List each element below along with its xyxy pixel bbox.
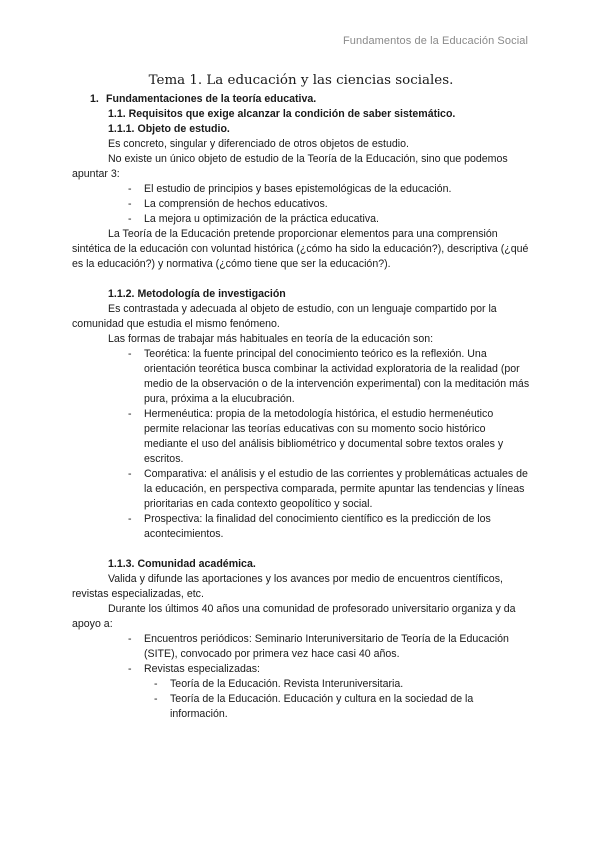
list-item: - El estudio de principios y bases epistemológicas de la educación.: [128, 183, 452, 195]
list-item: - Teorética: la fuente principal del conocimiento teórico es la reflexión. Una orientación teorética busca combinar la actividad exploratoria de la realidad (por medio de la observación o de la intervención experimental) con la meditación más pura, próxima a la elucubración.: [128, 348, 530, 405]
dash-list: [72, 182, 530, 227]
heading-comunidad-academica: 1.1.3. Comunidad académica.: [108, 558, 256, 570]
list-item: - Hermenéutica: propia de la metodología histórica, el estudio hermenéutico permite relacionar las teorías educativas con su momento socio histórico mediante el uso del análisis bibliométrico y documental sobre textos orales y escritos.: [128, 408, 504, 465]
page-header: Fundamentos de la Educación Social: [342, 35, 528, 47]
section-number: 1.: [90, 93, 99, 105]
heading-metodologia: 1.1.2. Metodología de investigación: [108, 288, 286, 300]
paragraph: Durante los últimos 40 años una comunidad de profesorado universitario organiza y da apoyo a:: [72, 603, 516, 630]
list-item: - La mejora u optimización de la práctica educativa.: [128, 213, 379, 225]
paragraph: Es concreto, singular y diferenciado de otros objetos de estudio.: [108, 138, 409, 150]
page-title: Tema 1. La educación y las ciencias sociales.: [148, 73, 454, 88]
list-item: - Encuentros periódicos: Seminario Interuniversitario de Teoría de la Educación (SITE), convocado por primera vez hace casi 40 años.: [128, 633, 509, 660]
list-item: - Prospectiva: la finalidad del conocimiento científico es la predicción de los acontecimientos.: [128, 513, 491, 540]
section-heading: [72, 92, 530, 107]
dash-list: [72, 347, 530, 542]
list-item: - Revistas especializadas:: [128, 663, 260, 675]
list-item: - Comparativa: el análisis y el estudio de las corrientes y problemáticas actuales de la educación, en perspectiva comparada, permite apuntar las tendencias y líneas prioritarias en cada contexto geopolítico y social.: [128, 468, 528, 510]
list-item: - Teoría de la Educación. Revista Interuniversitaria.: [154, 678, 404, 690]
subsection-heading: 1.1. Requisitos que exige alcanzar la condición de saber sistemático.: [108, 108, 456, 120]
nested-dash-list: [72, 677, 530, 722]
heading-objeto-estudio: 1.1.1. Objeto de estudio.: [108, 123, 230, 135]
paragraph: La Teoría de la Educación pretende proporcionar elementos para una comprensión sintética de la educación con voluntad histórica (¿cómo ha sido la educación?), descriptiva (¿qué es la educación?) y normativa (¿cómo tiene que ser la educación?).: [72, 228, 529, 270]
list-item: - Teoría de la Educación. Educación y cultura en la sociedad de la información.: [154, 693, 474, 720]
document-body: [72, 72, 530, 722]
paragraph: Las formas de trabajar más habituales en teoría de la educación son:: [108, 333, 434, 345]
paragraph: Es contrastada y adecuada al objeto de estudio, con un lenguaje compartido por la comunidad que estudia el mismo fenómeno.: [72, 303, 497, 330]
dash-list: [72, 632, 530, 677]
paragraph: Valida y difunde las aportaciones y los avances por medio de encuentros científicos, revistas especializadas, etc.: [72, 573, 503, 600]
paragraph: No existe un único objeto de estudio de la Teoría de la Educación, sino que podemos apuntar 3:: [72, 153, 508, 180]
list-item: - La comprensión de hechos educativos.: [128, 198, 328, 210]
section-title: Fundamentaciones de la teoría educativa.: [106, 93, 317, 105]
